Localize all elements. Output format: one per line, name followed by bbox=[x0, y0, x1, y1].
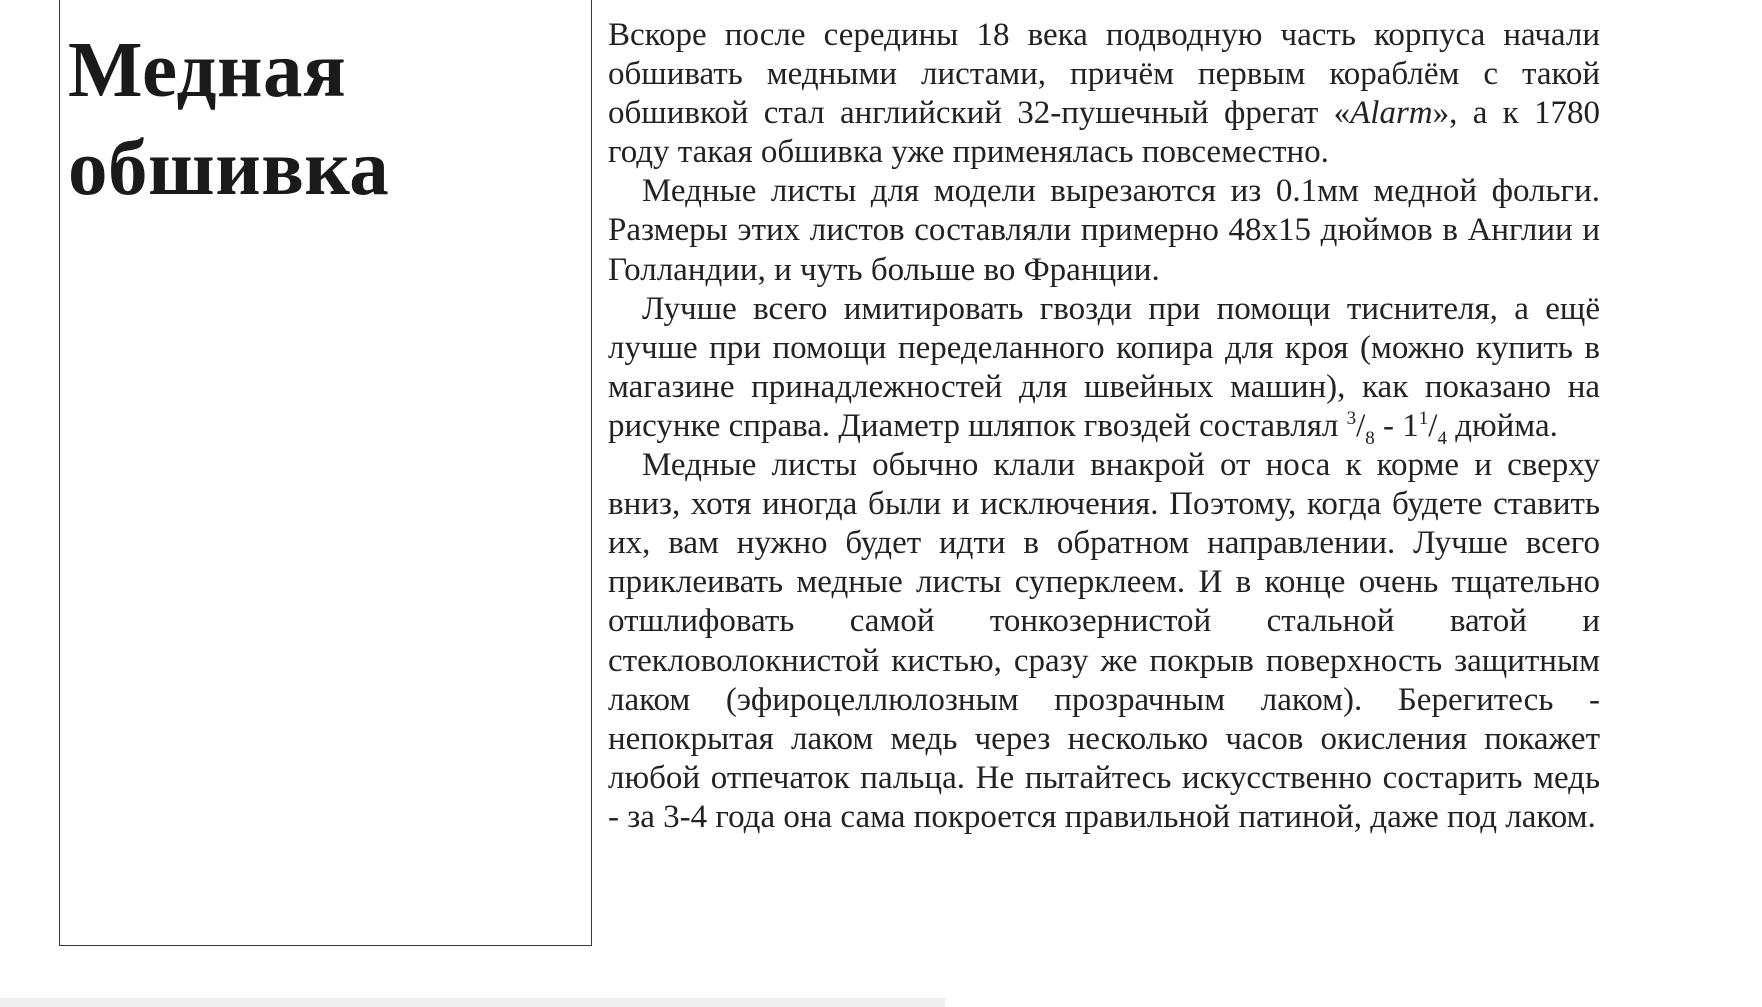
page-title bbox=[68, 22, 389, 218]
fraction-1-denominator: 8 bbox=[1365, 427, 1375, 449]
fraction-three-eighths bbox=[1346, 407, 1375, 449]
fraction-2-denominator: 4 bbox=[1437, 427, 1447, 449]
paragraph-3-unit: дюйма. bbox=[1446, 407, 1558, 444]
bottom-edge-strip bbox=[0, 998, 945, 1007]
paragraph-1-text-b: », а к 1780 году такая обшивка уже применялась повсеместно. bbox=[608, 95, 1600, 171]
fraction-1-slash: / bbox=[1356, 407, 1366, 444]
article-body bbox=[608, 16, 1600, 837]
paragraph-2: Медные листы для модели вырезаются из 0.1мм медной фольги. Размеры этих листов составляли примерно 48x15 дюймов в Англии и Голландии, и чуть больше во Франции. bbox=[608, 173, 1600, 288]
title-line-1: Медная bbox=[68, 27, 347, 114]
paragraph-1 bbox=[608, 16, 1600, 172]
paragraph-1-text-a: Вскоре после середины 18 века подводную часть корпуса начали обшивать медными листами, причём первым кораблём с такой обшивкой стал английский 32-пушечный фрегат « bbox=[608, 17, 1600, 132]
fraction-2-numerator: 1 bbox=[1418, 407, 1429, 429]
fraction-2-slash: / bbox=[1428, 407, 1438, 444]
ship-name: Alarm bbox=[1350, 95, 1433, 132]
paragraph-3 bbox=[608, 290, 1600, 449]
paragraph-3-range: - 1 bbox=[1374, 407, 1419, 444]
paragraph-4: Медные листы обычно клали внакрой от носа к корме и сверху вниз, хотя иногда были и исключения. Поэтому, когда будете ставить их, вам нужно будет идти в обратном направлении. Лучше всего приклеивать медные листы суперклеем. И в конце очень тщательно отшлифовать самой тонкозернистой стальной ватой и стекловолокнистой кистью, сразу же покрыв поверхность защитным лаком (эфироцеллюлозным прозрачным лаком). Берегитесь - непокрытая лаком медь через несколько часов окисления покажет любой отпечаток пальца. Не пытайтесь искусственно состарить медь - за 3-4 года она сама покроется правильной патиной, даже под лаком. bbox=[608, 447, 1600, 835]
fraction-one-quarter bbox=[1418, 407, 1447, 449]
fraction-1-numerator: 3 bbox=[1346, 407, 1357, 429]
title-frame bbox=[59, 0, 592, 946]
paragraph-3-text: Лучше всего имитировать гвозди при помощи тиснителя, а ещё лучше при помощи переделанного копира для кроя (можно купить в магазине принадлежностей для швейных машин), как показано на рисунке справа. Диаметр шляпок гвоздей составлял bbox=[608, 290, 1600, 444]
title-line-2: обшивка bbox=[68, 125, 390, 212]
